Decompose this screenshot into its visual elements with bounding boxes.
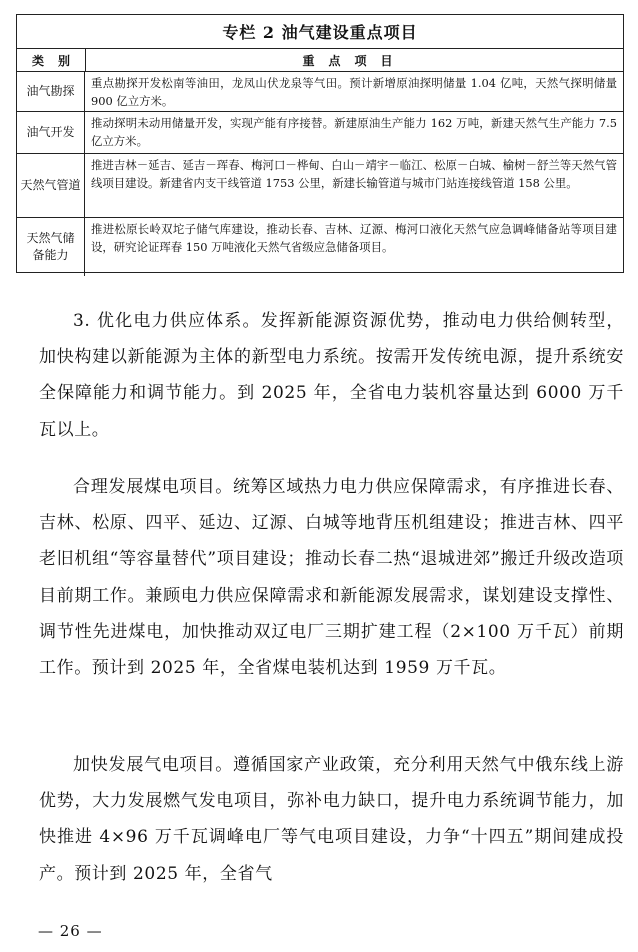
table-row (17, 72, 623, 112)
row-content: 推动探明未动用储量开发，实现产能有序接替。新建原油生产能力 162 万吨，新建天然气生产能力 7.5 亿立方米。 (91, 116, 617, 148)
page-number: — 26 — (38, 922, 103, 940)
row-content: 推进松原长岭双坨子储气库建设，推动长春、吉林、辽源、梅河口液化天然气应急调峰储备站等项目建设，研究论证珲春 150 万吨液化天然气省级应急储备项目。 (91, 222, 617, 254)
table-row (17, 218, 623, 276)
row-category: 油气开发 (17, 112, 85, 153)
table-row (17, 154, 623, 218)
paragraph: 加快发展气电项目。遵循国家产业政策，充分利用天然气中俄东线上游优势，大力发展燃气发电项目，弥补电力缺口，提升电力系统调节能力，加快推进 4×96 万千瓦调峰电厂等气电项目建设，力争“十四五”期间建成投产。预计到 2025 年，全省气 (39, 755, 624, 884)
paragraph: 3. 优化电力供应体系。发挥新能源资源优势，推动电力供给侧转型，加快构建以新能源为主体的新型电力系统。按需开发传统电源，提升系统安全保障能力和调节能力。到 2025 年，全省电力装机容量达到 6000 万千瓦以上。 (39, 311, 624, 440)
row-category: 天然气管道 (17, 154, 85, 217)
header-category: 类别 (17, 49, 86, 71)
table-row (17, 112, 623, 154)
row-category: 天然气储备能力 (17, 218, 85, 276)
row-content: 推进吉林－延吉、延吉－珲春、梅河口－桦甸、白山－靖宇－临江、松原－白城、榆树－舒兰等天然气管线项目建设。新建省内支干线管道 1753 公里，新建长输管道与城市门站连接线管道 158 公里。 (91, 158, 617, 190)
feature-box (16, 14, 624, 273)
paragraph: 合理发展煤电项目。统筹区域热力电力供应保障需求，有序推进长春、吉林、松原、四平、延边、辽源、白城等地背压机组建设；推进吉林、四平老旧机组“等容量替代”项目建设；推动长春二热“退城进郊”搬迁升级改造项目前期工作。兼顾电力供应保障需求和新能源发展需求，谋划建设支撑性、调节性先进煤电，加快推动双辽电厂三期扩建工程（2×100 万千瓦）前期工作。预计到 2025 年，全省煤电装机达到 1959 万千瓦。 (39, 477, 624, 679)
box-title: 专栏 2 油气建设重点项目 (17, 15, 623, 49)
row-category: 油气勘探 (17, 72, 85, 111)
header-items: 重点项目 (302, 53, 407, 68)
table-header (17, 49, 623, 72)
row-content: 重点勘探开发松南等油田，龙凤山伏龙泉等气田。预计新增原油探明储量 1.04 亿吨，天然气探明储量 900 亿立方米。 (91, 76, 617, 108)
